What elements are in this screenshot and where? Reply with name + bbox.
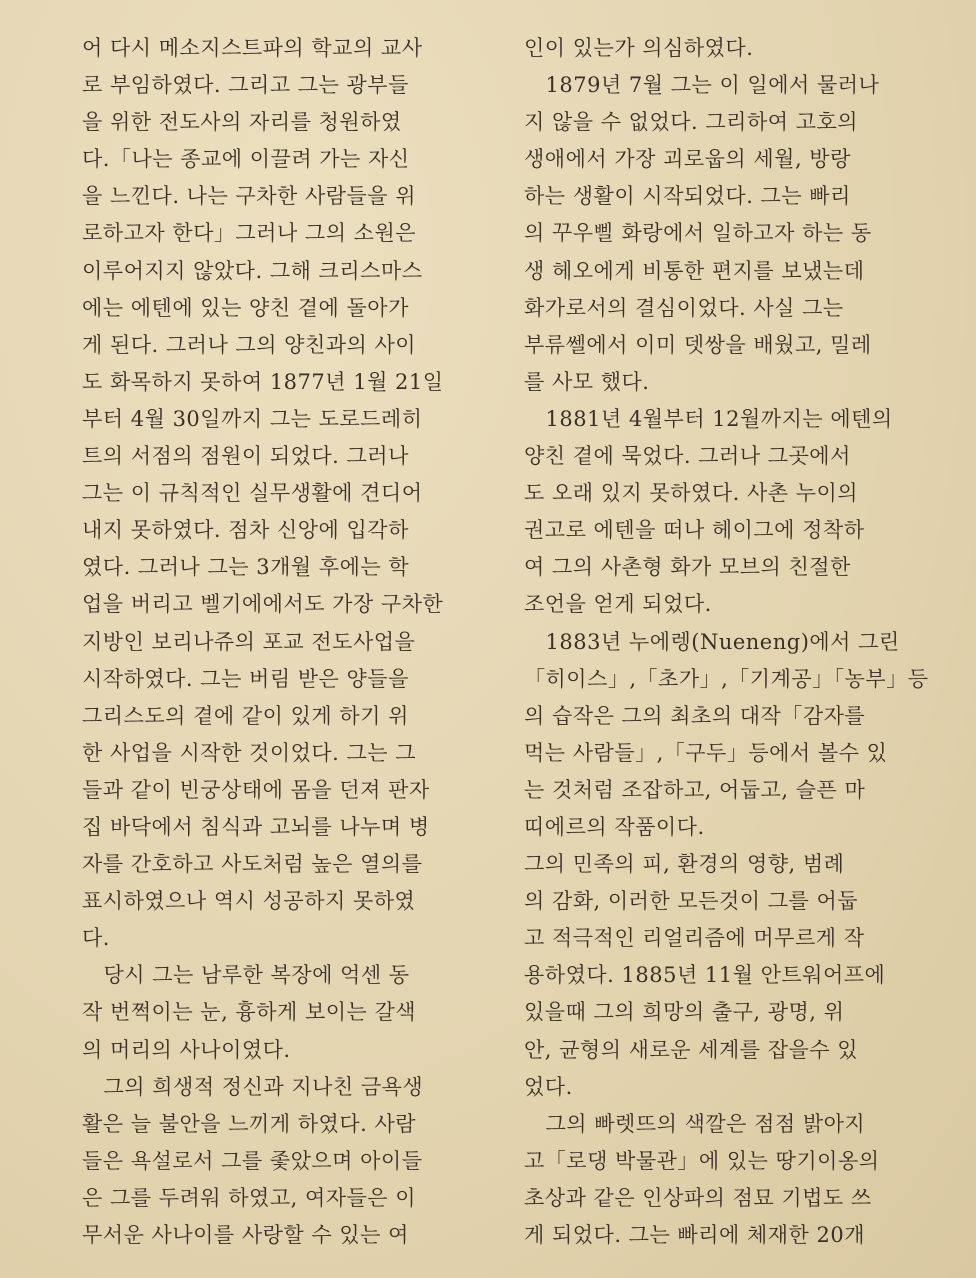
text-line: 게 되었다. 그는 빠리에 체재한 20개 — [524, 1223, 865, 1247]
text-line: 하는 생활이 시작되었다. 그는 빠리 — [524, 184, 851, 209]
text-line: 을 위한 전도사의 자리를 청원하였 — [82, 110, 402, 135]
text-line: 조언을 얻게 되었다. — [524, 592, 712, 617]
text-line: 어 다시 메소지스트파의 학교의 교사 — [82, 36, 423, 60]
text-line: 초상과 같은 인상파의 점묘 기법도 쓰 — [524, 1185, 872, 1210]
text-line: 로하고자 한다」그러나 그의 소원은 — [82, 221, 417, 246]
text-line: 다.「나는 종교에 이끌려 가는 자신 — [82, 147, 410, 172]
text-line: 그는 이 규칙적인 실무생활에 견디어 — [82, 481, 423, 506]
text-line: 생 헤오에게 비통한 편지를 보냈는데 — [524, 258, 865, 283]
text-line: 부터 4월 30일까지 그는 도로드레히 — [82, 406, 423, 431]
text-line: 에는 에텐에 있는 양친 곁에 돌아가 — [82, 295, 409, 320]
text-line: 그의 민족의 피, 환경의 영향, 범례 — [524, 852, 845, 877]
text-line: 당시 그는 남루한 복장에 억센 동 — [82, 963, 410, 988]
text-line: 자를 간호하고 사도처럼 높은 열의를 — [82, 852, 423, 877]
text-line: 들과 같이 빈궁상태에 몸을 던져 판자 — [82, 777, 430, 802]
text-line: 트의 서점의 점원이 되었다. 그러나 — [82, 444, 409, 469]
text-line: 지방인 보리나쥬의 포교 전도사업을 — [82, 629, 416, 654]
text-line: 1881년 4월부터 12월까지는 에텐의 — [524, 406, 893, 431]
text-line: 표시하였으나 역시 성공하지 못하였 — [82, 889, 416, 914]
text-line: 1883년 누에렝(Nueneng)에서 그린 — [524, 629, 900, 654]
text-line: 고 적극적인 리얼리즘에 머무르게 작 — [524, 926, 865, 951]
text-line: 활은 늘 불안을 느끼게 하였다. 사람 — [82, 1111, 417, 1136]
text-line: 집 바닥에서 침식과 고뇌를 나누며 병 — [82, 814, 430, 839]
text-line: 게 된다. 그러나 그의 양친과의 사이 — [82, 332, 417, 357]
text-line: 로 부임하였다. 그리고 그는 광부들 — [82, 73, 409, 98]
text-line: 그의 빠렛뜨의 색깔은 점점 밝아지 — [524, 1111, 866, 1136]
text-line: 있을때 그의 희망의 출구, 광명, 위 — [524, 1000, 845, 1025]
text-line: 먹는 사람들」,「구두」등에서 볼수 있 — [524, 740, 888, 765]
text-line: 다. — [82, 926, 110, 951]
text-line: 업을 버리고 벨기에에서도 가장 구차한 — [82, 592, 444, 617]
text-line: 의 습작은 그의 최초의 대작「감자를 — [524, 703, 866, 728]
text-line: 고「로댕 박물관」에 있는 땅기이옹의 — [524, 1148, 880, 1173]
text-line: 인이 있는가 의심하였다. — [524, 36, 754, 60]
text-line: 화가로서의 결심이었다. 사실 그는 — [524, 295, 844, 320]
text-line: 생애에서 가장 괴로웁의 세월, 방랑 — [524, 147, 851, 172]
text-line: 이루어지지 않았다. 그해 크리스마스 — [82, 258, 423, 283]
text-line: 양친 곁에 묵었다. 그러나 그곳에서 — [524, 444, 851, 469]
text-line: 권고로 에텐을 떠나 헤이그에 정착하 — [524, 518, 865, 543]
text-line: 그리스도의 곁에 같이 있게 하기 위 — [82, 703, 409, 728]
text-line: 여 그의 사촌형 화가 모브의 친절한 — [524, 555, 851, 580]
text-line: 을 느낀다. 나는 구차한 사람들을 위 — [82, 184, 417, 209]
text-line: 내지 못하였다. 점차 신앙에 입각하 — [82, 518, 409, 543]
text-line: 한 사업을 시작한 것이었다. 그는 그 — [82, 740, 417, 765]
text-line: 였다. 그러나 그는 3개월 후에는 학 — [82, 555, 410, 580]
text-line: 작 번쩍이는 눈, 흉하게 보이는 갈색 — [82, 1000, 417, 1025]
text-line: 었다. — [524, 1074, 573, 1099]
text-line: 안, 균형의 새로운 세계를 잡을수 있 — [524, 1037, 859, 1062]
text-line: 도 오래 있지 못하였다. 사촌 누이의 — [524, 481, 859, 506]
text-line: 그의 희생적 정신과 지나친 금욕생 — [82, 1074, 424, 1099]
text-line: 1879년 7월 그는 이 일에서 물러나 — [524, 73, 880, 98]
text-line: 의 머리의 사나이였다. — [82, 1037, 291, 1062]
text-line: 의 감화, 이러한 모든것이 그를 어둡 — [524, 889, 859, 914]
text-line: 시작하였다. 그는 버림 받은 양들을 — [82, 666, 409, 691]
text-line: 부류쎌에서 이미 뎃쌍을 배웠고, 밀레 — [524, 332, 872, 357]
text-line: 지 않을 수 없었다. 그리하여 고호의 — [524, 110, 859, 135]
text-line: 용하였다. 1885년 11월 안트워어프에 — [524, 963, 886, 988]
text-line: 들은 욕설로서 그를 좇았으며 아이들 — [82, 1148, 423, 1173]
right-text-column — [524, 30, 929, 1254]
text-line: 의 꾸우삘 화랑에서 일하고자 하는 동 — [524, 221, 872, 246]
text-line: 는 것처럼 조잡하고, 어둡고, 슬픈 마 — [524, 777, 866, 802]
text-line: 도 화목하지 못하여 1877년 1월 21일 — [82, 369, 444, 394]
text-line: 은 그를 두려워 하였고, 여자들은 이 — [82, 1185, 417, 1210]
left-text-column — [82, 30, 482, 1254]
text-line: 띠에르의 작품이다. — [524, 814, 705, 839]
text-line: 를 사모 했다. — [524, 369, 650, 394]
text-line: 「히이스」,「초가」,「기계공」「농부」등 — [524, 666, 929, 691]
text-line: 무서운 사나이를 사랑할 수 있는 여 — [82, 1223, 409, 1247]
